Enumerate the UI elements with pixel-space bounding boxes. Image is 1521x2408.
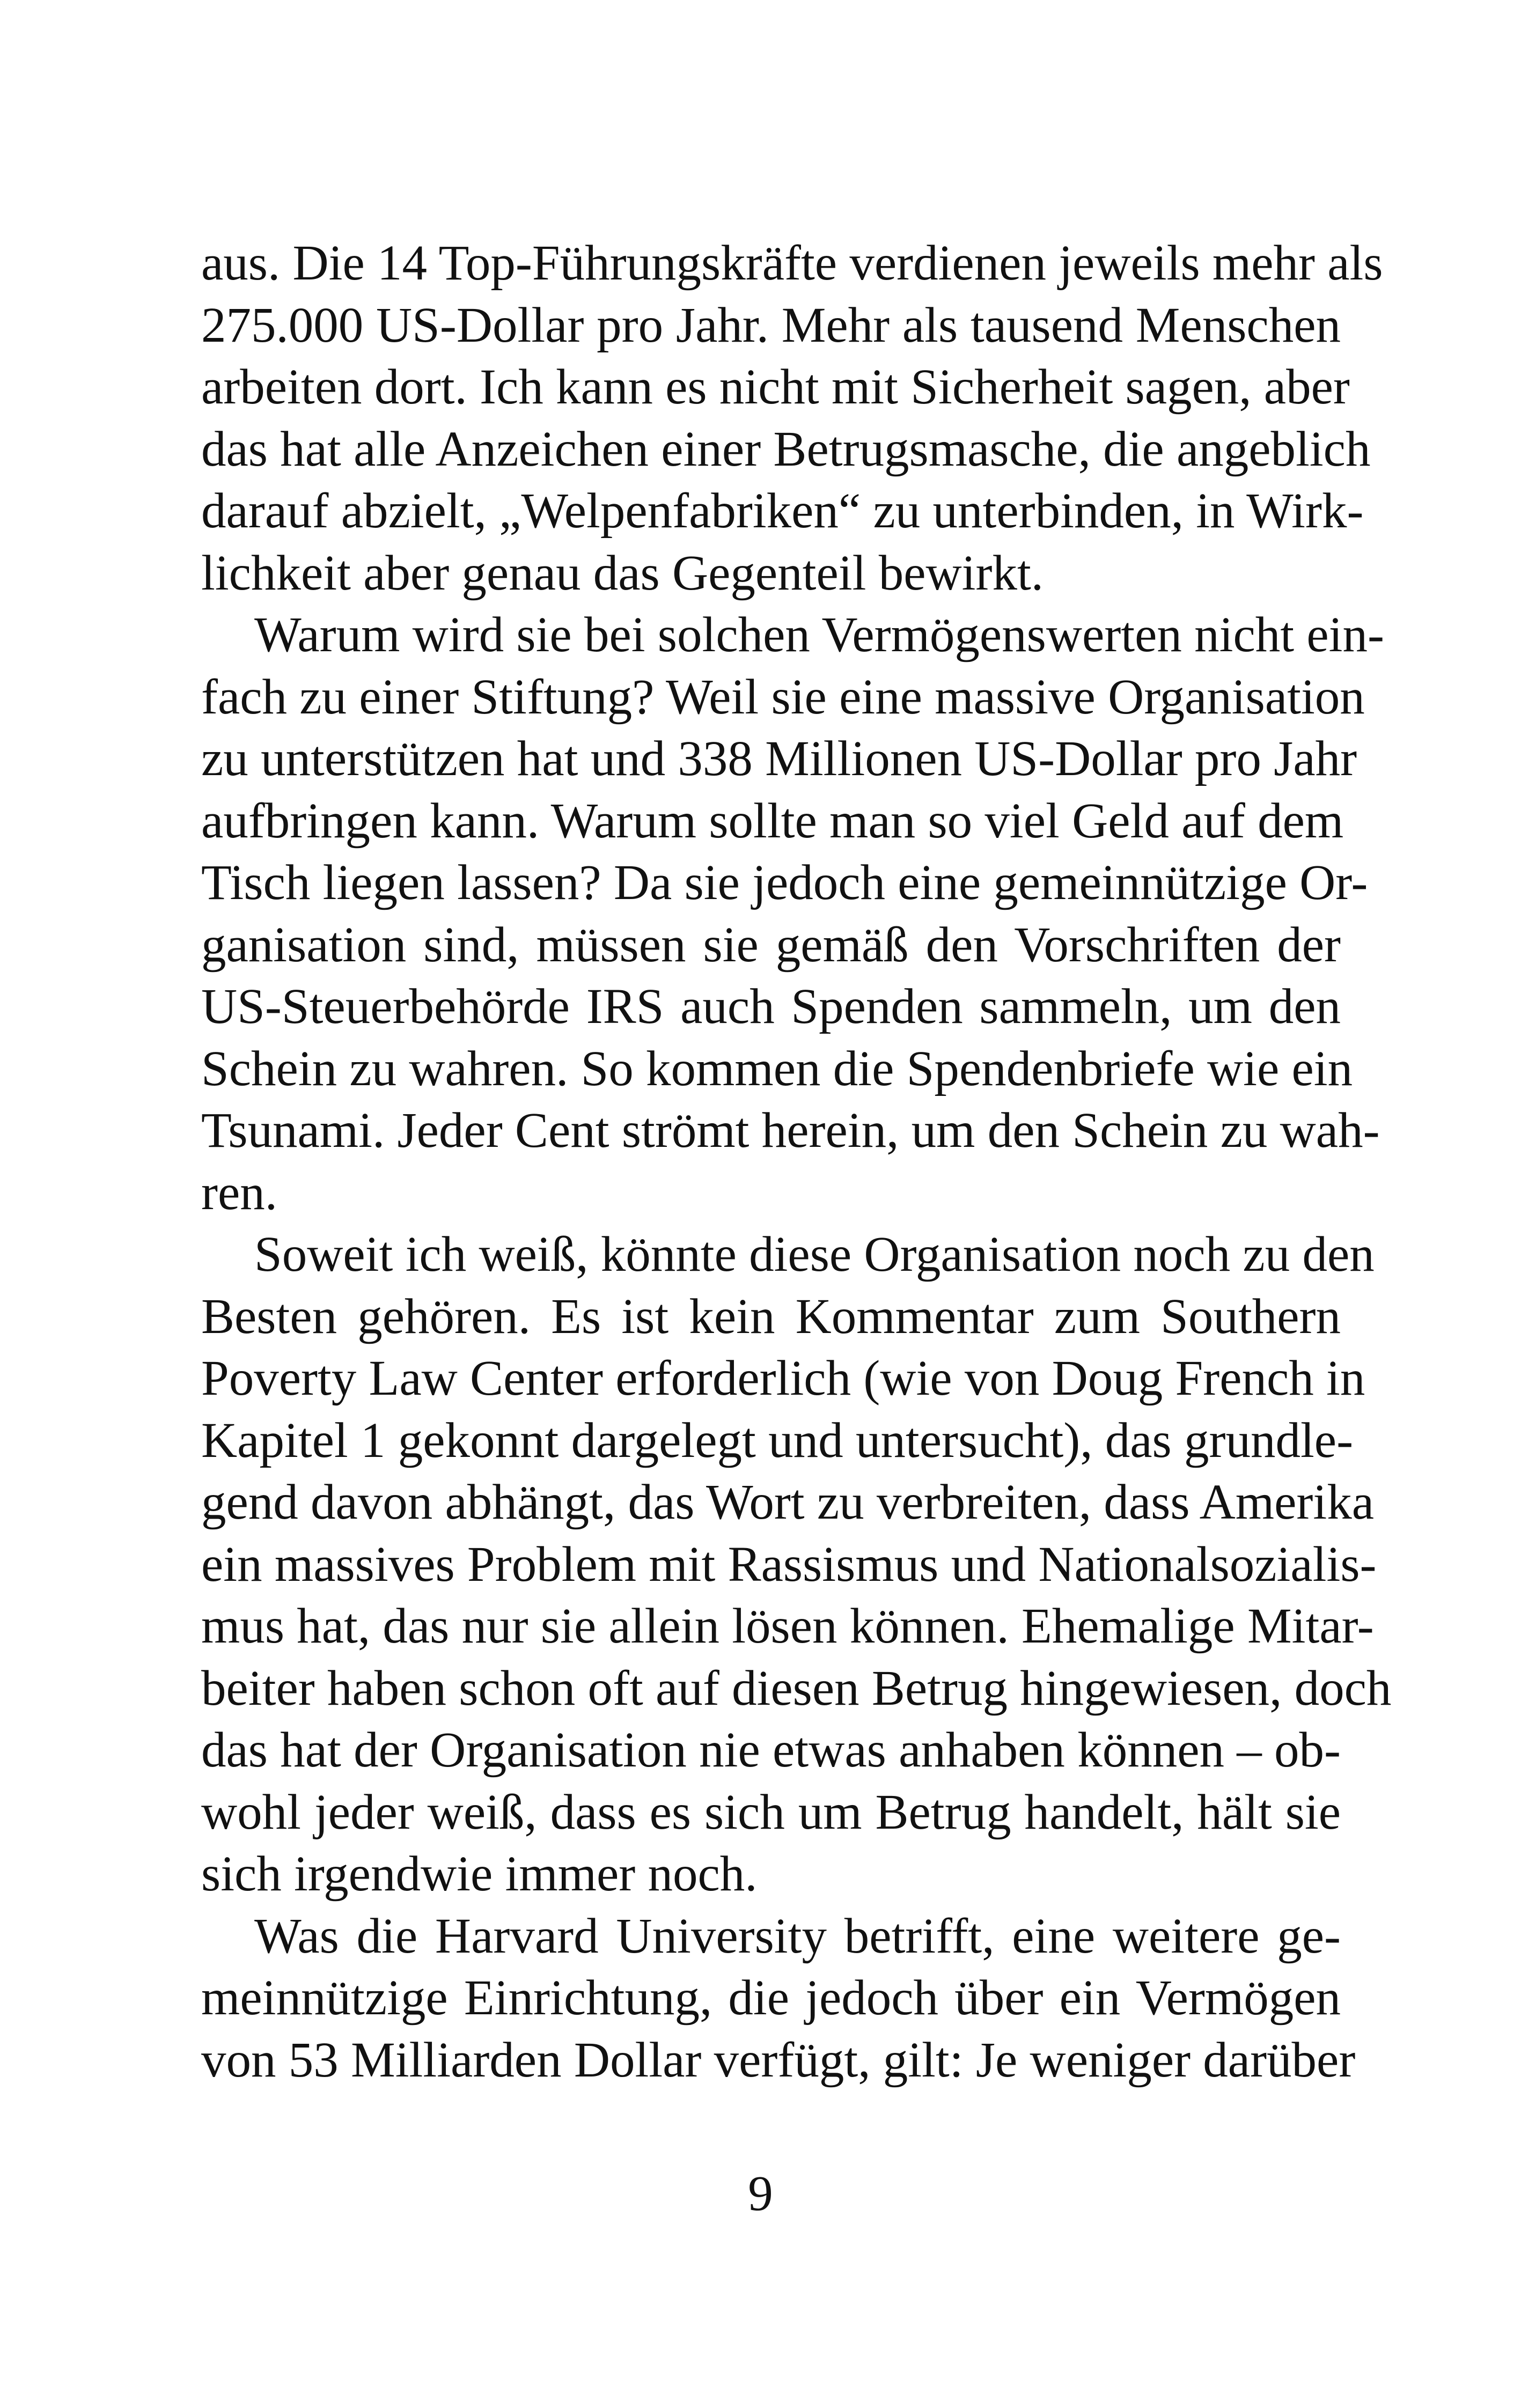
text-line: darauf abzielt, „Welpenfabriken“ zu unterbinden, in Wirk- [201, 483, 1364, 539]
text-line: Soweit ich weiß, könnte diese Organisation noch zu den [254, 1227, 1375, 1282]
text-line: Warum wird sie bei solchen Vermögenswerten nicht ein- [254, 607, 1384, 662]
text-line: fach zu einer Stiftung? Weil sie eine massive Organisation [201, 669, 1365, 725]
text-line: meinnützige Einrichtung, die jedoch über ein Vermögen [201, 1970, 1341, 2026]
text-line: lichkeit aber genau das Gegenteil bewirkt. [201, 545, 1044, 601]
text-line: aufbringen kann. Warum sollte man so viel Geld auf dem [201, 793, 1344, 849]
text-line: ein massives Problem mit Rassismus und Nationalsozialis- [201, 1536, 1377, 1592]
text-line: sich irgendwie immer noch. [201, 1846, 758, 1902]
text-line: gend davon abhängt, das Wort zu verbreiten, dass Amerika [201, 1475, 1374, 1530]
text-line: von 53 Milliarden Dollar verfügt, gilt: Je weniger darüber [201, 2032, 1356, 2088]
text-line: arbeiten dort. Ich kann es nicht mit Sicherheit sagen, aber [201, 359, 1350, 415]
text-line: ren. [201, 1165, 277, 1220]
page-number: 9 [748, 2166, 773, 2221]
text-line: zu unterstützen hat und 338 Millionen US-Dollar pro Jahr [201, 731, 1357, 786]
text-line: Kapitel 1 gekonnt dargelegt und untersucht), das grundle- [201, 1412, 1354, 1468]
text-line: Besten gehören. Es ist kein Kommentar zum Southern [201, 1288, 1341, 1344]
text-line: wohl jeder weiß, dass es sich um Betrug handelt, hält sie [201, 1784, 1341, 1840]
text-line: das hat der Organisation nie etwas anhaben können – ob- [201, 1722, 1341, 1778]
text-line: beiter haben schon oft auf diesen Betrug hingewiesen, doch [201, 1660, 1392, 1716]
text-line: Poverty Law Center erforderlich (wie von Doug French in [201, 1351, 1365, 1406]
text-line: mus hat, das nur sie allein lösen können. Ehemalige Mitar- [201, 1599, 1374, 1654]
text-line: Tisch liegen lassen? Da sie jedoch eine gemeinnützige Or- [201, 855, 1368, 910]
text-line: US-Steuerbehörde IRS auch Spenden sammeln, um den [201, 979, 1341, 1034]
body-text [201, 232, 1392, 2091]
text-line: aus. Die 14 Top-Führungskräfte verdienen jeweils mehr als [201, 235, 1383, 291]
text-line: Was die Harvard University betrifft, eine weitere ge- [254, 1908, 1341, 1964]
text-line: Schein zu wahren. So kommen die Spendenbriefe wie ein [201, 1041, 1353, 1096]
text-line: ganisation sind, müssen sie gemäß den Vorschriften der [201, 917, 1341, 973]
text-line: Tsunami. Jeder Cent strömt herein, um den Schein zu wah- [201, 1103, 1380, 1158]
text-line: 275.000 US-Dollar pro Jahr. Mehr als tausend Menschen [201, 297, 1341, 353]
text-line: das hat alle Anzeichen einer Betrugsmasche, die angeblich [201, 421, 1371, 477]
